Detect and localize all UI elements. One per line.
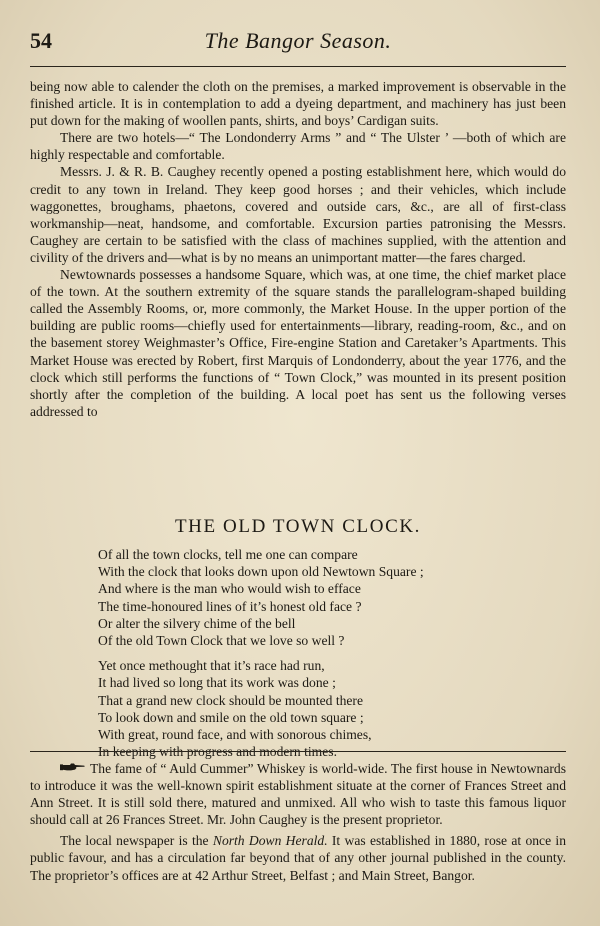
- newspaper-name: North Down Herald.: [212, 833, 328, 849]
- page-header: [30, 24, 566, 58]
- poem-line: In keeping with progress and modern times.: [98, 744, 337, 760]
- poem-line: With great, round face, and with sonorous chimes,: [98, 727, 372, 743]
- poem-line: Of all the town clocks, tell me one can compare: [98, 547, 358, 562]
- paragraph-hotels: There are two hotels—“ The Londonderry Arms ” and “ The Ulster ’ —both of which are highly respectable and comfortable.: [30, 130, 566, 163]
- pointing-hand-icon: [60, 762, 86, 772]
- newspaper-paragraph: [30, 832, 566, 883]
- poem-line: The time-honoured lines of it’s honest old face ?: [98, 598, 362, 614]
- header-rule: [30, 66, 566, 67]
- poem-line: And where is the man who would wish to efface: [98, 581, 361, 597]
- lower-text: [30, 760, 566, 884]
- advert-paragraph: [30, 760, 566, 828]
- body-text: [30, 78, 566, 420]
- stanza-gap: [98, 649, 538, 657]
- poem-line: It had lived so long that its work was done ;: [98, 675, 336, 691]
- poem: [98, 546, 538, 760]
- poem-line: To look down and smile on the old town square ;: [98, 709, 364, 725]
- newspaper-text-before: The local newspaper is the: [60, 833, 209, 849]
- paragraph-mill: being now able to calender the cloth on the premises, a marked improvement is observable in the finished article. It is in contemplation to add a dyeing department, and machinery has just been put down for the making of woollen pants, shirts, and boys’ Cardigan suits.: [30, 79, 566, 129]
- poem-title: THE OLD TOWN CLOCK.: [174, 516, 422, 537]
- running-title: The Bangor Season.: [204, 28, 392, 53]
- poem-line: That a grand new clock should be mounted there: [98, 692, 363, 708]
- advert-text: The fame of “ Auld Cummer” Whiskey is world-wide. The first house in Newtownards to introduce it was the well-known spirit establishment situate at the corner of Frances Street and Ann Street. It is still sold there, matured and unmixed. All who wish to taste this famous liquor should call at 26 Frances Street. Mr. John Caughey is the present proprietor.: [30, 761, 566, 828]
- poem-line: With the clock that looks down upon old Newtown Square ;: [98, 564, 424, 580]
- newspaper-text-after: It was established in 1880, rose at once in public favour, and has a circulation far beyond that of any other journal published in the county. The proprietor’s offices are at 42 Arthur Street, Belfast ; and Main Street, Bangor.: [30, 833, 567, 883]
- poem-line: Or alter the silvery chime of the bell: [98, 615, 296, 631]
- section-rule: [30, 751, 566, 752]
- poem-line: Yet once methought that it’s race had run,: [98, 658, 325, 674]
- page-number: 54: [30, 28, 52, 53]
- paragraph-posting: Messrs. J. & R. B. Caughey recently opened a posting establishment here, which would do credit to any town in Ireland. They keep good horses ; and their vehicles, which include waggonettes, broughams, phaetons, covered and outside cars, &c., are all of first-class workmanship—neat, handsome, and comfortable. Excursion parties patronising the Messrs. Caughey are certain to be satisfied with the class of machines supplied, with the attention and civility of the drivers and—what is by no means an unimportant matter—the fares charged.: [30, 164, 566, 265]
- paragraph-square: Newtownards possesses a handsome Square, which was, at one time, the chief market place of the town. At the southern extremity of the square stands the parallelogram-shaped building called the Assembly Rooms, or, more commonly, the Market House. In the upper portion of the building are public rooms—chiefly used for entertainments—library, reading-room, &c., and on the basement storey Weighmaster’s Office, Fire-engine Station and Caretaker’s Apartments. This Market House was erected by Robert, first Marquis of Londonderry, about the year 1776, and the clock which still performs the functions of “ Town Clock,” was mounted in its present position shortly after the completion of the building. A local poet has sent us the following verses addressed to: [30, 267, 566, 419]
- poem-line: Of the old Town Clock that we love so well ?: [98, 633, 345, 649]
